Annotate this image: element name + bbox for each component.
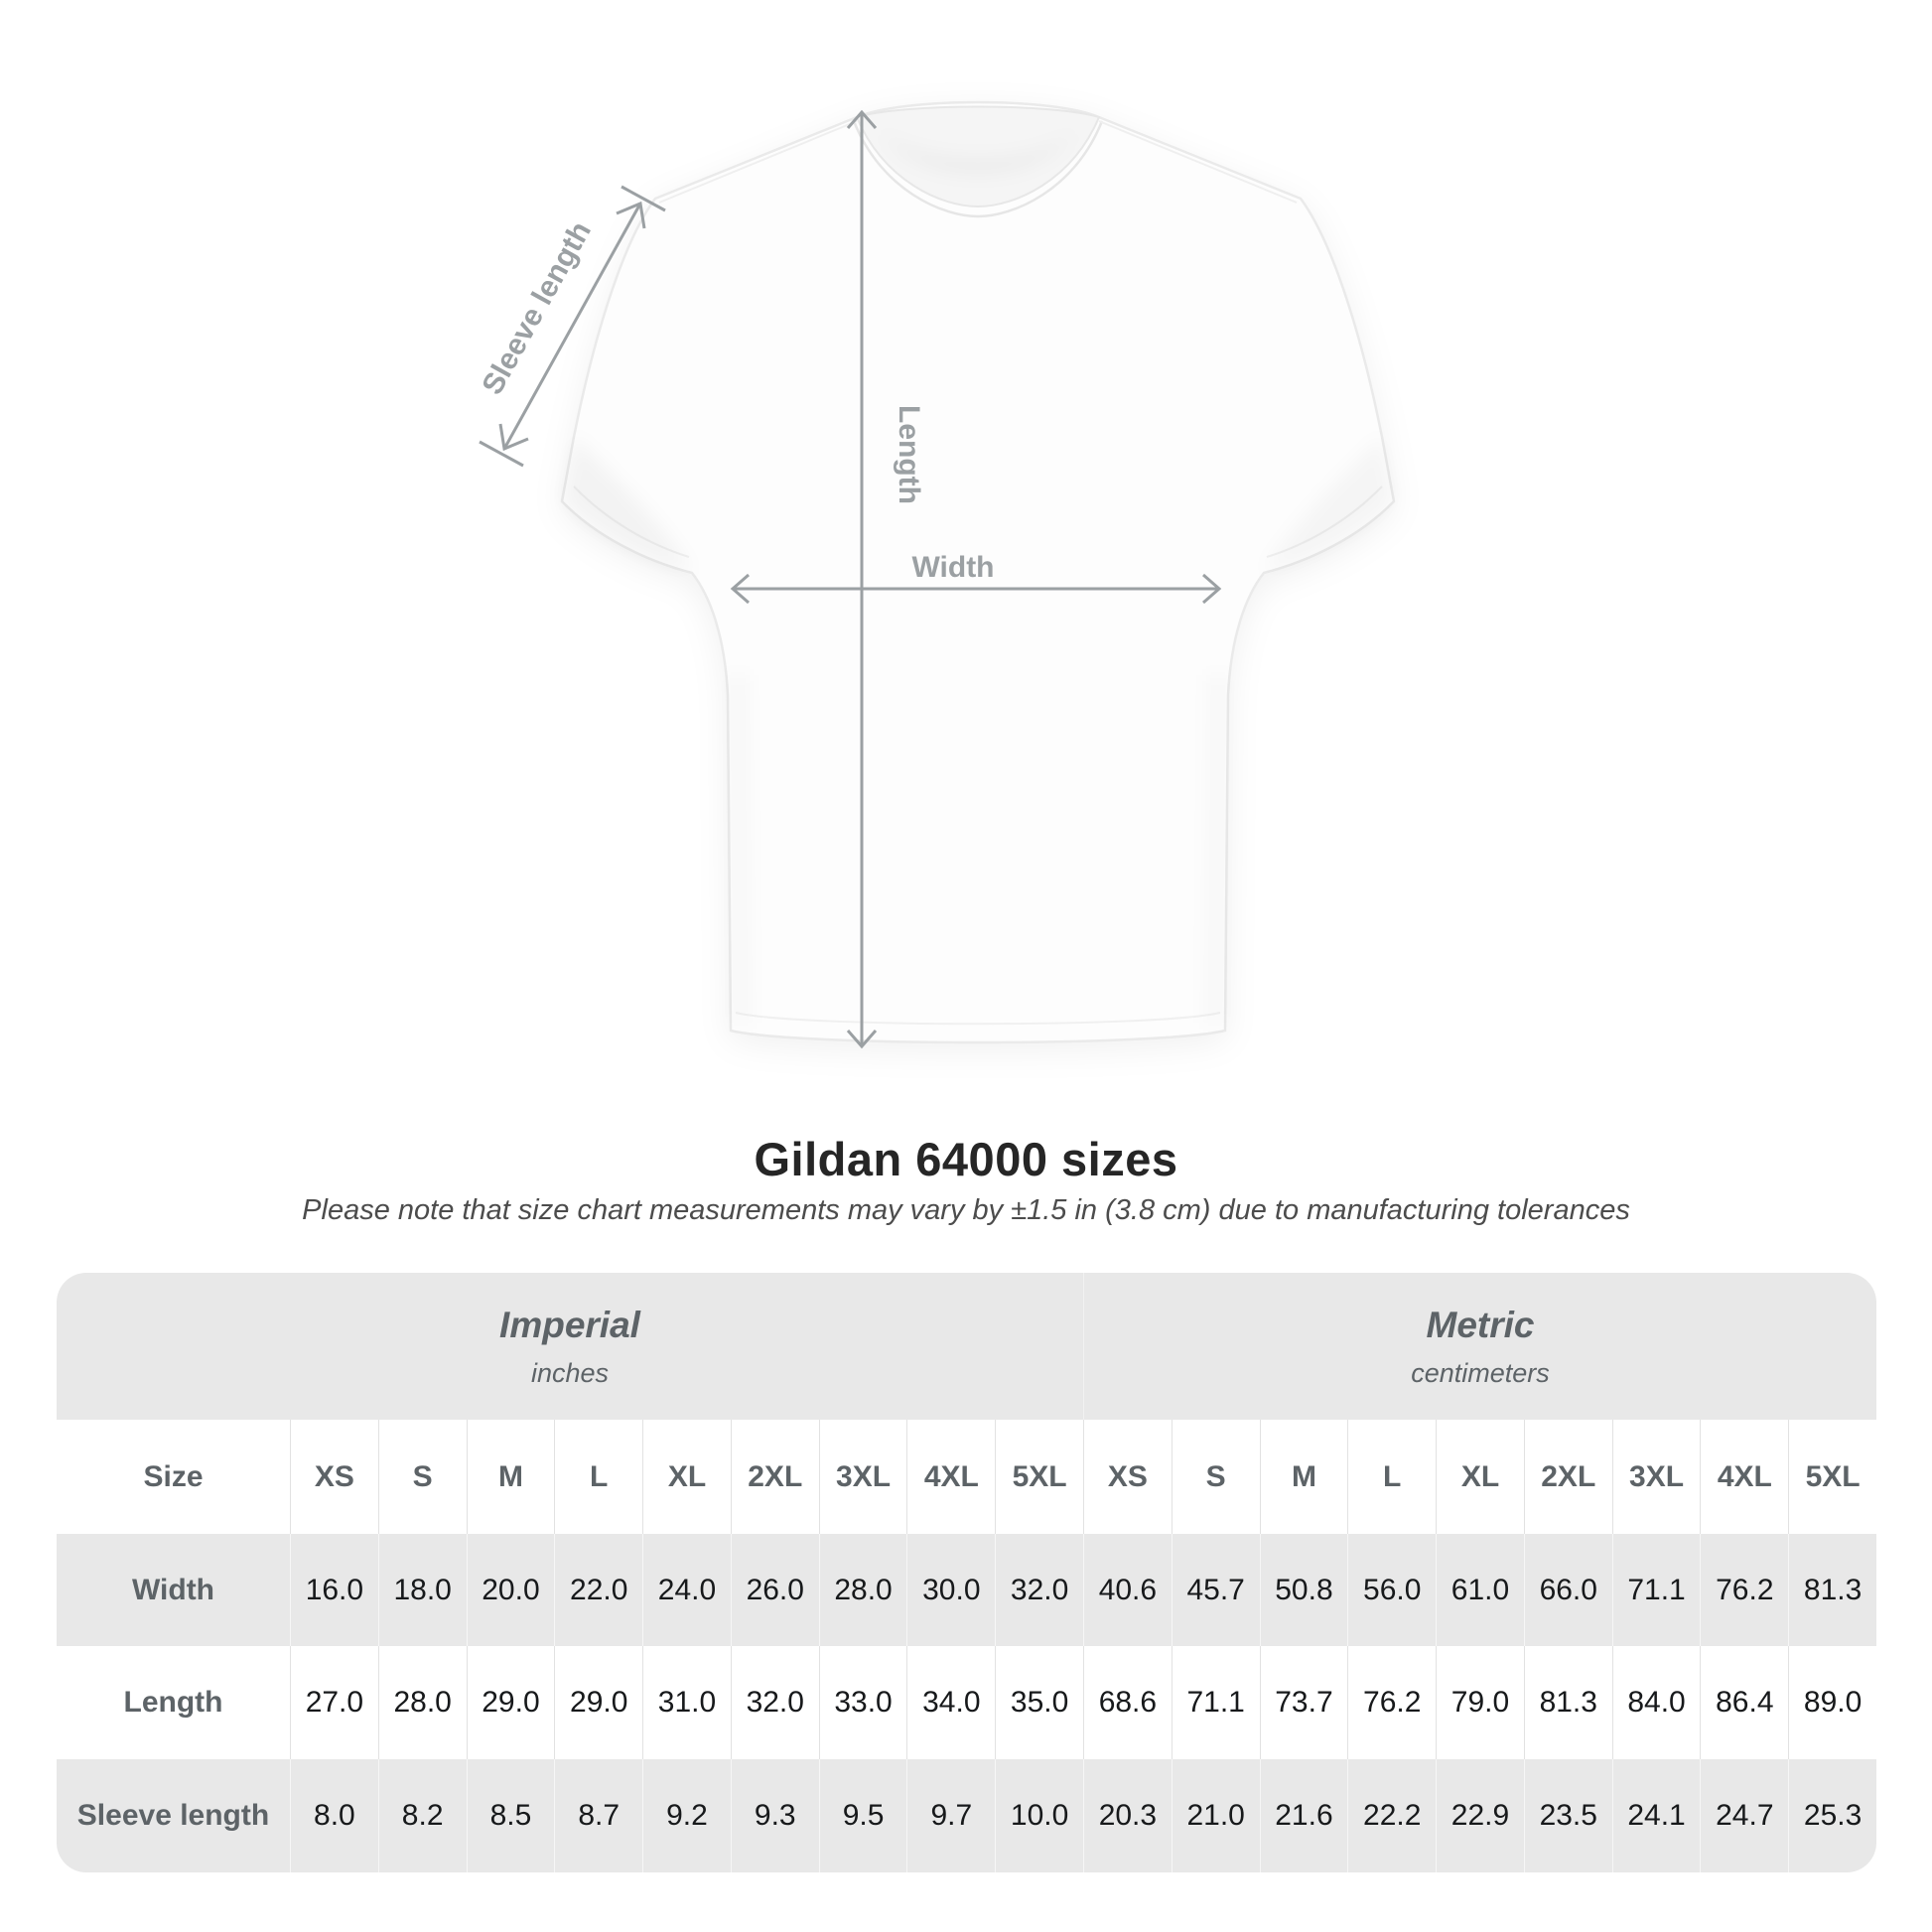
value-cell-imperial: 35.0 bbox=[995, 1646, 1083, 1759]
size-header-metric: 3XL bbox=[1612, 1420, 1701, 1534]
sleeve-length-label: Sleeve length bbox=[476, 215, 599, 400]
value-cell-imperial: 18.0 bbox=[378, 1534, 467, 1646]
tolerance-note: Please note that size chart measurements may vary by ±1.5 in (3.8 cm) due to manufacturing tolerances bbox=[302, 1194, 1630, 1226]
row-label: Length bbox=[57, 1646, 290, 1759]
size-header-imperial: 5XL bbox=[995, 1420, 1083, 1534]
value-cell-imperial: 33.0 bbox=[819, 1646, 907, 1759]
size-chart-table bbox=[57, 1273, 1876, 1872]
value-cell-imperial: 9.2 bbox=[642, 1759, 731, 1872]
value-cell-imperial: 8.7 bbox=[554, 1759, 642, 1872]
value-cell-imperial: 28.0 bbox=[378, 1646, 467, 1759]
value-cell-imperial: 9.3 bbox=[731, 1759, 819, 1872]
width-label: Width bbox=[911, 551, 995, 584]
size-header-metric: 5XL bbox=[1788, 1420, 1876, 1534]
imperial-unit: inches bbox=[530, 1357, 610, 1388]
imperial-group-header bbox=[57, 1273, 1083, 1420]
value-cell-metric: 84.0 bbox=[1612, 1646, 1701, 1759]
value-cell-metric: 73.7 bbox=[1260, 1646, 1348, 1759]
value-cell-metric: 79.0 bbox=[1436, 1646, 1524, 1759]
length-label: Length bbox=[893, 405, 925, 504]
value-cell-metric: 21.6 bbox=[1260, 1759, 1348, 1872]
size-header-imperial: 3XL bbox=[819, 1420, 907, 1534]
size-header-metric: S bbox=[1172, 1420, 1260, 1534]
size-header-imperial: XL bbox=[642, 1420, 731, 1534]
size-header-metric: XS bbox=[1083, 1420, 1172, 1534]
size-header-imperial: M bbox=[467, 1420, 555, 1534]
value-cell-metric: 81.3 bbox=[1788, 1534, 1876, 1646]
value-cell-metric: 22.9 bbox=[1436, 1759, 1524, 1872]
value-cell-imperial: 10.0 bbox=[995, 1759, 1083, 1872]
value-cell-imperial: 27.0 bbox=[290, 1646, 378, 1759]
value-cell-metric: 76.2 bbox=[1700, 1534, 1788, 1646]
size-header-metric: 4XL bbox=[1700, 1420, 1788, 1534]
imperial-title: Imperial bbox=[499, 1304, 640, 1345]
metric-title: Metric bbox=[1426, 1304, 1535, 1345]
value-cell-imperial: 8.5 bbox=[467, 1759, 555, 1872]
value-cell-metric: 86.4 bbox=[1700, 1646, 1788, 1759]
value-cell-imperial: 22.0 bbox=[554, 1534, 642, 1646]
value-cell-imperial: 32.0 bbox=[995, 1534, 1083, 1646]
value-cell-metric: 81.3 bbox=[1524, 1646, 1612, 1759]
value-cell-imperial: 26.0 bbox=[731, 1534, 819, 1646]
value-cell-metric: 23.5 bbox=[1524, 1759, 1612, 1872]
value-cell-imperial: 8.0 bbox=[290, 1759, 378, 1872]
value-cell-metric: 20.3 bbox=[1083, 1759, 1172, 1872]
value-cell-metric: 68.6 bbox=[1083, 1646, 1172, 1759]
value-cell-imperial: 28.0 bbox=[819, 1534, 907, 1646]
value-cell-metric: 71.1 bbox=[1172, 1646, 1260, 1759]
value-cell-metric: 24.1 bbox=[1612, 1759, 1701, 1872]
value-cell-imperial: 24.0 bbox=[642, 1534, 731, 1646]
row-label: Sleeve length bbox=[57, 1759, 290, 1872]
value-cell-metric: 21.0 bbox=[1172, 1759, 1260, 1872]
value-cell-imperial: 34.0 bbox=[906, 1646, 995, 1759]
row-label: Width bbox=[57, 1534, 290, 1646]
value-cell-metric: 61.0 bbox=[1436, 1534, 1524, 1646]
size-column-header: Size bbox=[57, 1420, 290, 1534]
size-header-imperial: S bbox=[378, 1420, 467, 1534]
value-cell-metric: 76.2 bbox=[1347, 1646, 1436, 1759]
value-cell-imperial: 29.0 bbox=[554, 1646, 642, 1759]
value-cell-metric: 71.1 bbox=[1612, 1534, 1701, 1646]
value-cell-metric: 56.0 bbox=[1347, 1534, 1436, 1646]
value-cell-metric: 22.2 bbox=[1347, 1759, 1436, 1872]
value-cell-metric: 89.0 bbox=[1788, 1646, 1876, 1759]
value-cell-imperial: 30.0 bbox=[906, 1534, 995, 1646]
value-cell-imperial: 29.0 bbox=[467, 1646, 555, 1759]
value-cell-imperial: 20.0 bbox=[467, 1534, 555, 1646]
value-cell-imperial: 32.0 bbox=[731, 1646, 819, 1759]
size-header-imperial: XS bbox=[290, 1420, 378, 1534]
size-header-imperial: 2XL bbox=[731, 1420, 819, 1534]
value-cell-imperial: 9.5 bbox=[819, 1759, 907, 1872]
size-header-imperial: 4XL bbox=[906, 1420, 995, 1534]
metric-group-header bbox=[1083, 1273, 1876, 1420]
value-cell-metric: 45.7 bbox=[1172, 1534, 1260, 1646]
page-title: Gildan 64000 sizes bbox=[754, 1133, 1178, 1185]
value-cell-imperial: 31.0 bbox=[642, 1646, 731, 1759]
value-cell-metric: 25.3 bbox=[1788, 1759, 1876, 1872]
size-header-imperial: L bbox=[554, 1420, 642, 1534]
value-cell-metric: 66.0 bbox=[1524, 1534, 1612, 1646]
metric-unit: centimeters bbox=[1411, 1357, 1550, 1388]
size-header-metric: M bbox=[1260, 1420, 1348, 1534]
value-cell-imperial: 9.7 bbox=[906, 1759, 995, 1872]
size-header-metric: XL bbox=[1436, 1420, 1524, 1534]
size-header-metric: 2XL bbox=[1524, 1420, 1612, 1534]
value-cell-metric: 24.7 bbox=[1700, 1759, 1788, 1872]
value-cell-metric: 40.6 bbox=[1083, 1534, 1172, 1646]
value-cell-imperial: 8.2 bbox=[378, 1759, 467, 1872]
value-cell-metric: 50.8 bbox=[1260, 1534, 1348, 1646]
size-header-metric: L bbox=[1347, 1420, 1436, 1534]
value-cell-imperial: 16.0 bbox=[290, 1534, 378, 1646]
